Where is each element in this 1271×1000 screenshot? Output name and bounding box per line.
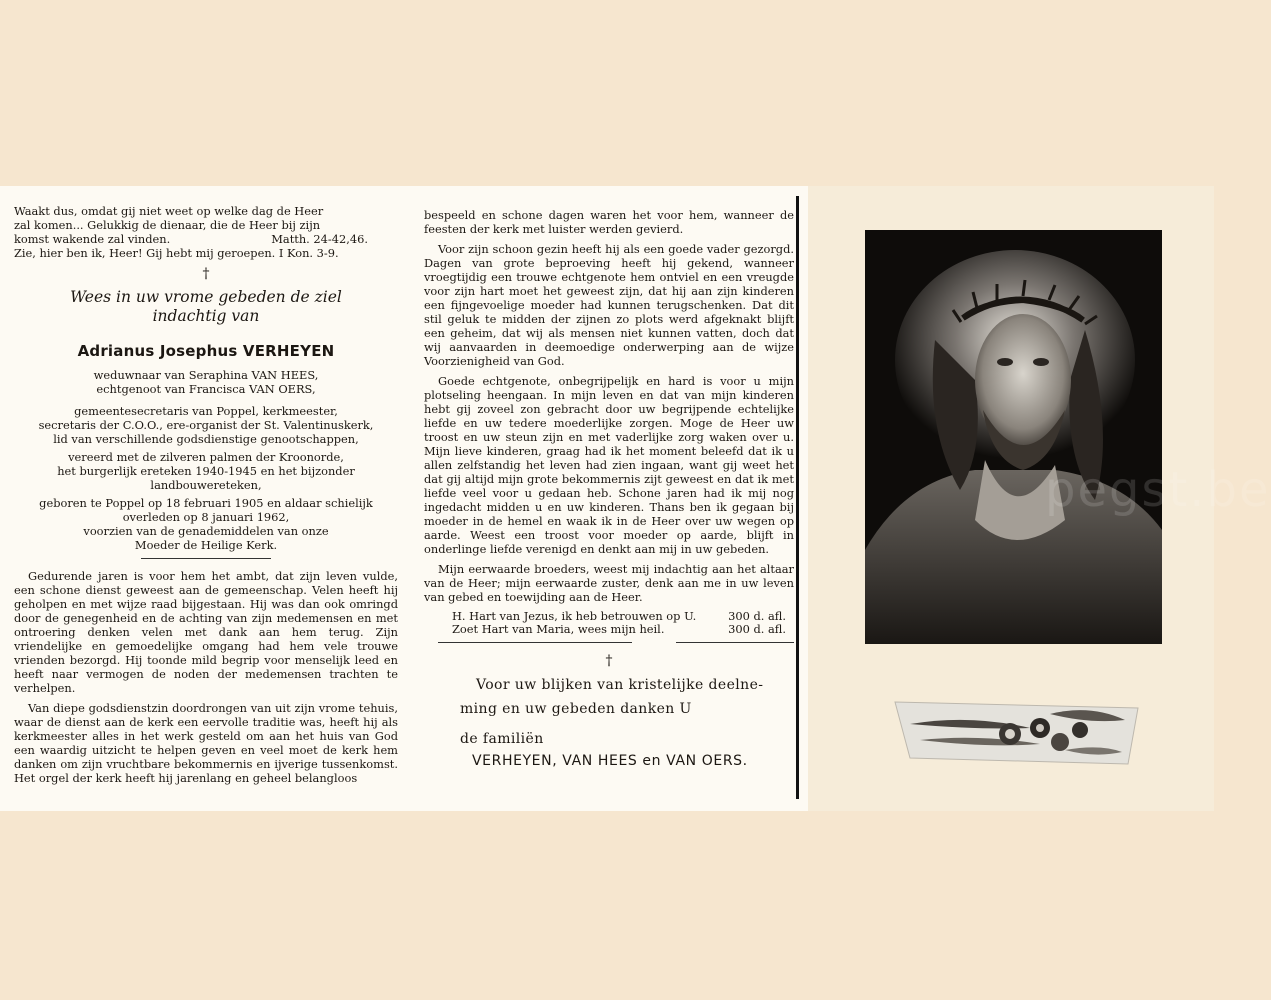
function-line: Moeder de Heilige Kerk. [134,538,278,552]
right-card-panel [808,186,1271,811]
function-line: overleden op 8 januari 1962, [122,510,290,524]
floral-ornament-image [890,694,1140,766]
closing-rules [438,642,794,643]
function-line: vereerd met de zilveren palmen der Kroonorde, [68,450,344,464]
relations [14,368,398,396]
deceased-name: Adrianus Josephus VERHEYEN [77,342,335,360]
epigraph-scripture [14,204,398,260]
function-line: landbouwereteken, [150,478,262,492]
christ-portrait-image [865,230,1271,644]
prayer-heading-line: Wees in uw vrome gebeden de ziel [70,288,342,306]
prayer-heading-line: indachtig van [152,307,260,325]
families-names: VERHEYEN, VAN HEES en VAN OERS. [472,753,748,769]
prayer-text: H. Hart van Jezus, ik heb betrouwen op U. [452,609,697,623]
thanks-line: Voor uw blijken van kristelijke deelne- [476,677,764,693]
farewell-paragraph: Mijn eerwaarde broeders, weest mij indachtig aan het altaar van de Heer; mijn eerwaarde zuster, denk aan me in uw leven van gebed en toewijding aan de Heer. [424,562,794,604]
rule-line [438,642,632,643]
function-line: geboren te Poppel op 18 februari 1905 en aldaar schielijk [39,496,373,510]
epigraph-reference: Matth. 24-42,46. [271,232,368,246]
farewell-paragraph: Goede echtgenote, onbegrijpelijk en hard is voor u mijn plotseling heengaan. In mijn leven en dat van mijn kinderen hebt gij zoveel zon gebracht door uw begrijpende echtelijke liefde en uw tedere moederlijke zorgen. Moge de Heer uw troost en uw steun zijn en met vaderlijke zorg waken over u. Mijn lieve kinderen, graag had ik het moment beleefd dat ik u allen zelfstandig het leven had zien ingaan, want gij weet het dat gij altijd mijn grote bekommernis zijt geweest en dat ik met liefde veel voor u gedaan heb. Schone jaren had ik mij nog ingedacht midden u en uw kinderen. Thans ben ik gegaan bij moeder in de hemel en waak ik in de Heer over uw wegen op aarde. Weest een troost voor moeder op aarde, blijft in onderlinge liefde verenigd en denkt aan mij in uw gebeden. [424,374,794,556]
function-line: gemeentesecretaris van Poppel, kerkmeester, [74,404,338,418]
left-card-panel [0,186,410,811]
epigraph-line-2: Zie, hier ben ik, Heer! Gij hebt mij geroepen. I Kon. 3-9. [14,246,339,260]
function-line: secretaris der C.O.O., ere-organist der St. Valentinuskerk, [38,418,374,432]
prayer-text: Zoet Hart van Maria, wees mijn heil. [452,622,665,636]
thanks-text [424,673,794,751]
biography-paragraph: Voor zijn schoon gezin heeft hij als een goede vader gezorgd. Dagen van grote beproeving heeft hij gekend, wanneer vroegtijdig een trouwe echtgenote hem ontviel en een vreugde voor zijn hart moet het geweest zijn, dat hij aan zijn kinderen een fijngevoelige moeder had kunnen terugschenken. Dat dit stil geluk te midden der zijnen zo plots werd afgeknakt blijft een geheim, dat wij als mensen niet kunnen vatten, doch dat wij aanvaarden in deemoedige onderwerping aan de wijze Voorzienigheid van God. [424,242,794,368]
middle-card-panel [410,186,808,811]
rule-line [676,642,794,643]
biography-paragraph: Gedurende jaren is voor hem het ambt, dat zijn leven vulde, een schone dienst geweest aan de gemeenschap. Velen heeft hij geholpen en met wijze raad bijgestaan. Hij was dan ook omringd door de genegenheid en de achting van zijn medemensen en met ontroering denken velen met dank aan hem terug. Zijn vriendelijke en gemoedelijke omgang had hem vele trouwe vrienden bezorgd. Hij toonde mild begrip voor menselijk leed en heeft naar vermogen de noden der medemensen trachten te verhelpen. [14,569,398,695]
panel-edge-line [796,196,799,799]
cross-symbol: † [605,653,613,669]
prayer-days: 300 d. afl. [728,609,786,623]
functions-block [14,404,398,552]
thanks-line: ming en uw gebeden danken U [460,701,692,717]
epigraph-line: Waakt dus, omdat gij niet weet op welke dag de Heer [14,204,324,218]
christ-portrait-drawing [865,230,1162,644]
function-line: het burgerlijk ereteken 1940-1945 en het bijzonder [57,464,355,478]
section-divider [141,558,271,559]
cross-symbol: † [202,266,210,282]
relation-line: echtgenoot van Francisca VAN OERS, [96,382,316,396]
prayer-days: 300 d. afl. [728,622,786,636]
biography-paragraph: Van diepe godsdienstzin doordrongen van uit zijn vrome tehuis, waar de dienst aan de kerk een eervolle traditie was, heeft hij als kerkmeester alles in het werk gesteld om aan het huis van God een waardig uitzicht te helpen geven en veel moet de kerk hem danken om zijn vruchtbare bekommernis en ijverige tussenkomst. Het orgel der kerk heeft hij jarenlang en geheel belangloos [14,701,398,785]
function-line: voorzien van de genademiddelen van onze [83,524,329,538]
relation-line: weduwnaar van Seraphina VAN HEES, [93,368,319,382]
families-intro: de familiën [460,731,544,747]
prayer-heading [14,288,398,326]
watermark-text: pegst.be [1045,462,1271,518]
indulgence-prayer [424,623,794,636]
floral-ornament-drawing [890,694,1140,766]
epigraph-line: komst wakende zal vinden. [14,232,171,246]
epigraph-line: zal komen... Gelukkig de dienaar, die de Heer bij zijn [14,218,321,232]
function-line: lid van verschillende godsdienstige genootschappen, [53,432,359,446]
biography-paragraph: bespeeld en schone dagen waren het voor hem, wanneer de feesten der kerk met luister werden gevierd. [424,208,794,236]
